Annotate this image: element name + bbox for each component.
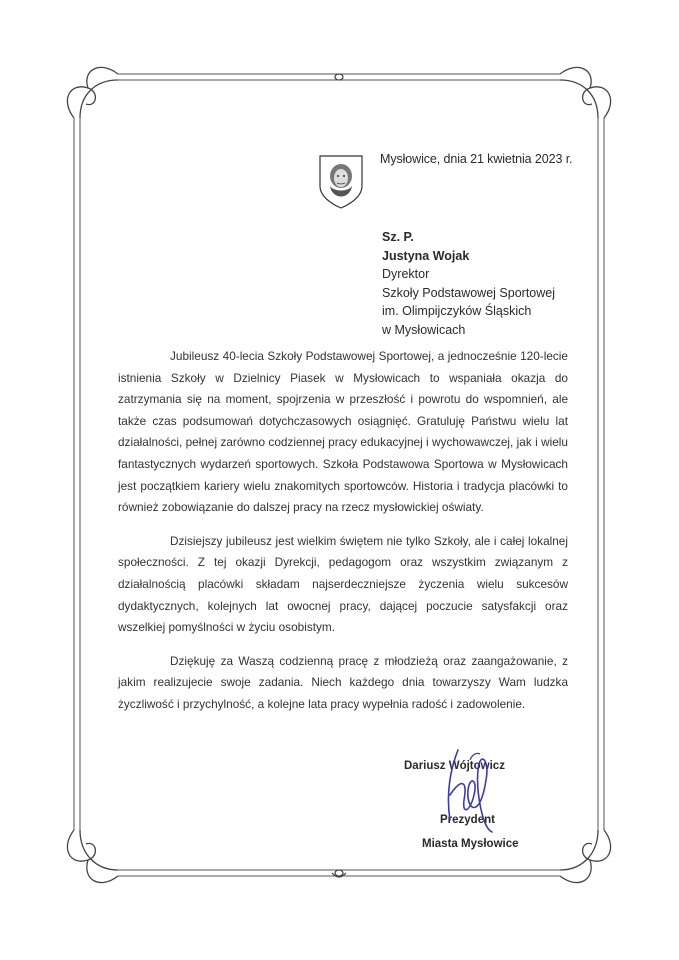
signatory-name: Dariusz Wójtowicz bbox=[404, 760, 505, 772]
body-paragraph-2: Dzisiejszy jubileusz jest wielkim świętem nie tylko Szkoły, ale i całej lokalnej społeczności. Z tej okazji Dyrekcji, pedagogom oraz wszystkim związanym z działalnością placówki składam najserdeczniejsze życzenia wielu sukcesów dydaktycznych, kolejnych lat owocnej pracy, dającej poczucie satysfakcji oraz wszelkiej pomyślności w życiu osobistym. bbox=[118, 533, 568, 635]
recipient-institution-line1: Szkoły Podstawowej Sportowej bbox=[382, 285, 555, 300]
recipient-name: Justyna Wojak bbox=[382, 248, 470, 263]
body-paragraph-3: Dziękuję za Waszą codzienną pracę z młodzieżą oraz zaangażowanie, z jakim realizujecie swoje zadania. Niech każdego dnia towarzyszy Wam ludzka życzliwość i przychylność, a kolejne lata pracy wypełnia radość i zadowolenie. bbox=[118, 653, 568, 711]
body-paragraph-1: Jubileusz 40-lecia Szkoły Podstawowej Sportowej, a jednocześnie 120-lecie istnienia Szkoły w Dzielnicy Piasek w Mysłowicach to wspaniała okazja do zatrzymania się na moment, spojrzenia w przeszłość i powrotu do wspomnień, ale także czas podsumowań dotychczasowych osiągnięć. Gratuluję Państwu wielu lat działalności, pełnej zarówno codziennej pracy edukacyjnej i wychowawczej, jak i wielu fantastycznych wydarzeń sportowych. Szkoła Podstawowa Sportowa w Mysłowicach jest początkiem kariery wielu znakomitych sportowców. Historia i tradycja placówki to również zobowiązanie do dalszej pracy na rzecz mysłowickiej oświaty. bbox=[118, 349, 568, 515]
recipient-institution-line3: w Mysłowicach bbox=[382, 322, 466, 337]
recipient-institution-line2: im. Olimpijczyków Śląskich bbox=[382, 304, 532, 318]
recipient-block bbox=[382, 228, 555, 339]
signatory-role: Prezydent bbox=[440, 814, 495, 826]
recipient-salutation: Sz. P. bbox=[382, 230, 414, 244]
signatory-city: Miasta Mysłowice bbox=[422, 838, 519, 850]
handwritten-signature bbox=[420, 740, 510, 840]
letter-body bbox=[118, 346, 568, 728]
city-crest-logo bbox=[316, 152, 366, 210]
recipient-title: Dyrektor bbox=[382, 267, 430, 281]
date-line: Mysłowice, dnia 21 kwietnia 2023 r. bbox=[380, 152, 573, 166]
